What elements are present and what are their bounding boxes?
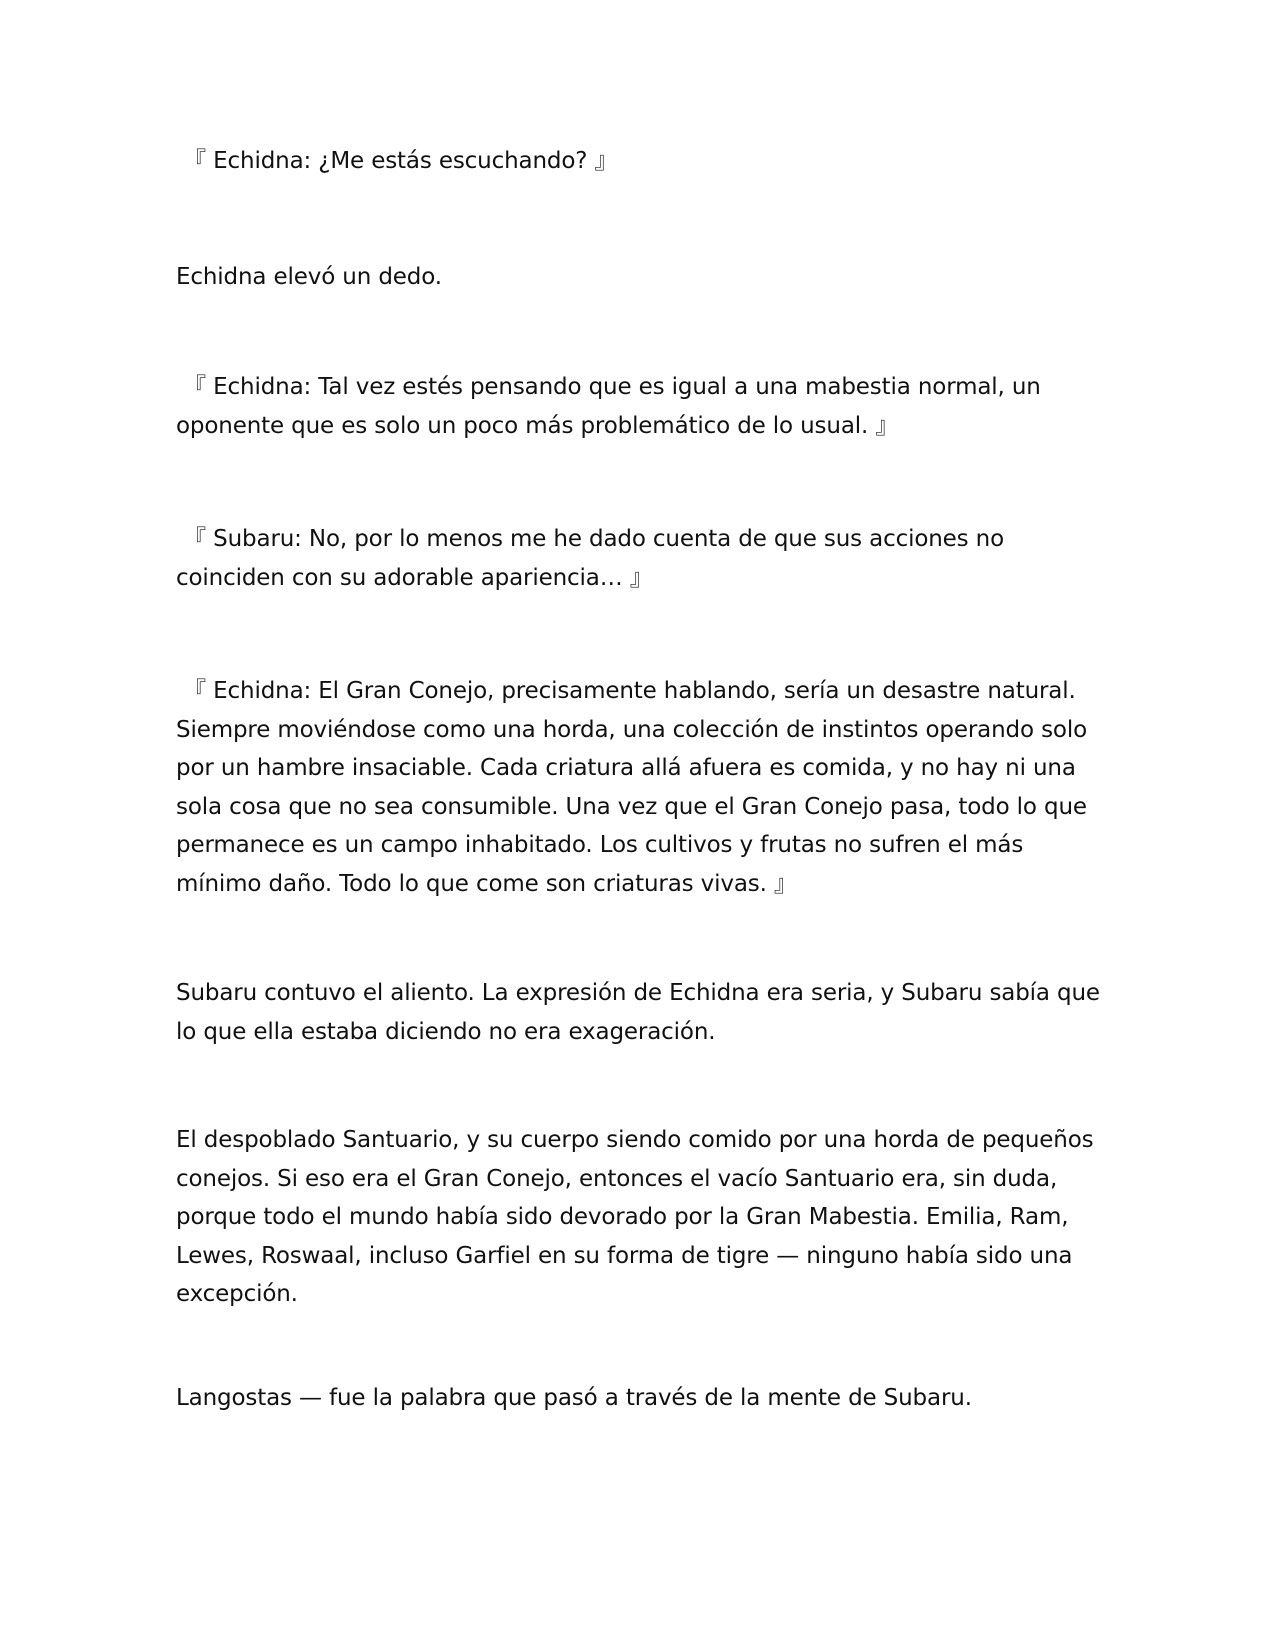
paragraph-6: Subaru contuvo el aliento. La expresión de Echidna era seria, y Subaru sabía que lo que ella estaba diciendo no era exageración.: [176, 980, 1100, 1045]
paragraph-7: El despoblado Santuario, y su cuerpo siendo comido por una horda de pequeños conejos. Si eso era el Gran Conejo, entonces el vacío Santuario era, sin duda, porque todo el mundo había sido devorado por la Gran Mabestia. Emilia, Ram, Lewes, Roswaal, incluso Garfiel en su forma de tigre — ninguno había sido una excepción.: [176, 1127, 1094, 1307]
paragraph-3: 『 Echidna: Tal vez estés pensando que es igual a una mabestia normal, un oponente que es solo un poco más problemático de lo usual. 』: [176, 374, 1041, 439]
paragraph-1: 『 Echidna: ¿Me estás escuchando? 』: [176, 148, 618, 174]
paragraph-4: 『 Subaru: No, por lo menos me he dado cuenta de que sus acciones no coinciden con su adorable apariencia… 』: [176, 526, 1005, 591]
paragraph-2: Echidna elevó un dedo.: [176, 264, 442, 290]
paragraph-5: 『 Echidna: El Gran Conejo, precisamente hablando, sería un desastre natural. Siempre moviéndose como una horda, una colección de instintos operando solo por un hambre insaciable. Cada criatura allá afuera es comida, y no hay ni una sola cosa que no sea consumible. Una vez que el Gran Conejo pasa, todo lo que permanece es un campo inhabitado. Los cultivos y frutas no sufren el más mínimo daño. Todo lo que come son criaturas vivas. 』: [176, 678, 1087, 897]
paragraph-8: Langostas — fue la palabra que pasó a través de la mente de Subaru.: [176, 1385, 972, 1411]
